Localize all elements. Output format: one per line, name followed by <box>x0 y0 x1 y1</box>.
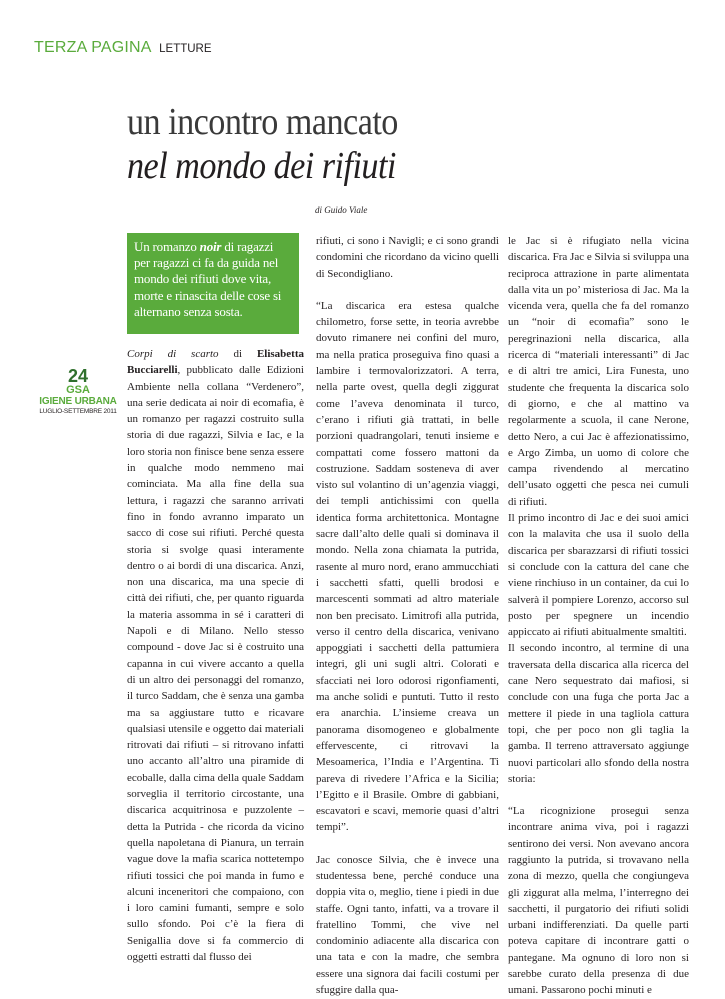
paragraph: Il primo incontro di Jac e dei suoi amici con la malavita che usa il suolo della discarica per sbarazzarsi di rifiuti tossici si conclude con la cattura del cane che viene rinchiuso in un container, da cui lo salverà il pompiere Lorenzo, accorso sul posto per spegnere un incendio appiccato ai rifiuti abitualmente smaltiti. <box>508 512 689 639</box>
paragraph: rifiuti, ci sono i Navigli; e ci sono grandi condomini che ricordano da vicino quelli di Secondigliano. <box>316 235 499 280</box>
page-number: 24 <box>67 366 89 386</box>
book-author: Elisabetta Bucciarelli <box>127 348 305 377</box>
standfirst-after: di ragazzi per ragazzi ci fa da guida nel mondo dei rifiuti dove vita, morte e rinascita delle cose si alternano senza sosta. <box>134 239 282 319</box>
article-column-2 <box>316 233 499 998</box>
section-subtitle: LETTURE <box>159 43 212 55</box>
paragraph: le Jac si è rifugiato nella vicina discarica. Fra Jac e Silvia si sviluppa una reciproca attrazione in parte alimentata dalla vita un po’ misteriosa di Jac. Ma la vicenda vera, quella che fa del romanzo un “noir di ecomafia” sono le peregrinazioni nella discarica, alla ricerca di “materiali interessanti” di Jac e di altri tre amici, Lira Funesta, uno studente che frequenta la discarica solo di giorno, e che al mattino va regolarmente a scuola, il cane Nerone, detto Nero, a cui Jac è affezionatissimo, e Argo Zimba, un uomo di colore che campa rivendendo al mercatino dell’usato oggetti che pesca nei cumuli di rifiuti. <box>508 235 689 508</box>
magazine-info <box>30 367 126 416</box>
book-title: Corpi di scarto <box>127 348 219 360</box>
byline: di Guido Viale <box>315 205 368 215</box>
article-column-3 <box>508 233 689 999</box>
title-line-1: un incontro mancato <box>127 101 398 143</box>
article-title <box>127 100 687 188</box>
paragraph <box>127 346 304 965</box>
issue-date: LUGLIO-SETTEMBRE 2011 <box>39 408 117 415</box>
standfirst-emphasis: noir <box>199 239 222 254</box>
quote-paragraph: “La ricognizione proseguì senza incontrare anima viva, poi i ragazzi sentirono dei versi. Non avevano ancora raggiunto la putrida, si trovavano nella zona di mezzo, quella che congiungeva gli ziggurat alla melma, l’interregno dei sacchetti, il purgatorio dei rifiuti solidi urbani indifferenziati. Da quelle parti poteva capitare di incontrare gatti o pantegane. Ma ognuno di loro non si sarebbe curato della presenza di due umani. Passarono pochi minuti e <box>508 805 689 997</box>
magazine-name: IGIENE URBANA <box>39 396 117 407</box>
magazine-brand: GSA <box>66 384 90 396</box>
quote-paragraph: “La discarica era estesa qualche chilometro, forse sette, in teoria avrebbe dovuto rimanere nei confini del muro, ma nella pratica proseguiva fino quasi a lambire i termovalorizzatori. A terra, nella parte ovest, quella degli ziggurat come l’aveva denominata il turco, c’erano i rifiuti già trattati, in belle porzioni quadrangolari, tenuti insieme e compattati come fossero mattoni da costruzione. Saddam sosteneva di aver visto sul volantino di un’agenzia viaggi, dei templi antichissimi con quella identica forma architettonica. Montagne sacre dall’alto delle quali si dominava il mondo. Nella zona chiamata la putrida, rasente al muro nord, erano ammucchiati i sacchetti sfatti, quelli brodosi e marcescenti sommati ad altro materiale non ben precisato. Limitrofi alla putrida, verso il centro della discarica, venivano appoggiati i sacchetti della pattumiera integri, gli uni sugli altri. Colorati e sfacciati nei loro odorosi rigonfiamenti, ma anche solidi e puntuti. Tutto il resto era anarchia. L’insieme creava un panorama disomogeneo e globalmente effervescente, ci ritrovavi la Mesoamerica, l’India e l’Argentina. Ti pareva di rivedere l’Africa e la Sicilia; l’Egitto e il Brasile. Ombre di gabbiani, escavatori e scavi, memorie quasi d’altri tempi”. <box>316 299 499 834</box>
paragraph-text: , pubblicato dalle Edizioni Ambiente nella collana “Verdenero”, una serie dedicata ai noir di ecomafia, è un romanzo per ragazzi costruito sulla storia di due ragazzi, Silvia e Iac, e la loro storia non finisce bene senza essere in qualche modo nemmeno mai cominciata. Ma alla fine della sua lettura, i ragazzi che saranno arrivati fino in fondo avranno imparato un sacco di cose sui rifiuti. Perché questa storia si svolge quasi interamente dentro o ai bordi di una discarica. Anzi, non una discarica, ma una specie di città dei rifiuti, che, per quanto riguarda la materia assomma in sé i caratteri di Napoli e di Milano. Nello stesso compound - dove Jac si è costruito una capanna in cui vivere accanto a quella di un altro dei personaggi del romanzo, il turco Saddam, che è senza una gamba ma sa aggiustare tutto e ricavare qualsiasi utensile e oggetto dai materiali ritrovati dai rifiuti – si ritrovano infatti uno accanto all’altro una piramide di ecoballe, dalla cima della quale Saddam sorveglia il territorio circostante, una discarica acquitrinosa e puzzolente – detta la Putrida - che ricorda da vicino quella napoletana di Pianura, un terrain vague dove la mafia scarica nottetempo rifiuti tossici che poi manda in fumo e alcuni inceneritori che compaiono, con i loro camini fumanti, sempre e solo sullo sfondo. Poi c’è la fiera di Senigallia dove si fa commercio di oggetti estratti dal flusso dei <box>127 364 304 963</box>
section-header <box>34 40 212 57</box>
title-line-2: nel mondo dei rifiuti <box>127 145 396 187</box>
standfirst-text <box>134 239 292 320</box>
paragraph: Jac conosce Silvia, che è invece una studentessa bene, perché conduce una doppia vita o, meglio, tiene i piedi in due staffe. Ogni tanto, infatti, va a trovare il fratellino Tommi, che vive nel condominio adiacente alla discarica con una tata e con la madre, che sembra essere una signora dai facili costumi per sfuggire dalla qua- <box>316 853 499 997</box>
standfirst-before: Un romanzo <box>134 239 200 254</box>
section-name: TERZA PAGINA <box>34 39 152 56</box>
standfirst-box <box>127 233 299 334</box>
article-column-1 <box>127 346 304 965</box>
text-di: di <box>218 348 257 360</box>
paragraph: Il secondo incontro, al termine di una traversata della discarica alla ricerca del cane Nero sequestrato dai mafiosi, si conclude con una fuga che porta Jac a mettere il piede in una tagliola cattura topi, che per poco non gli taglia la gamba. Il terreno attraversato aggiunge nuovi particolari allo sfondo della nostra storia: <box>508 642 689 785</box>
